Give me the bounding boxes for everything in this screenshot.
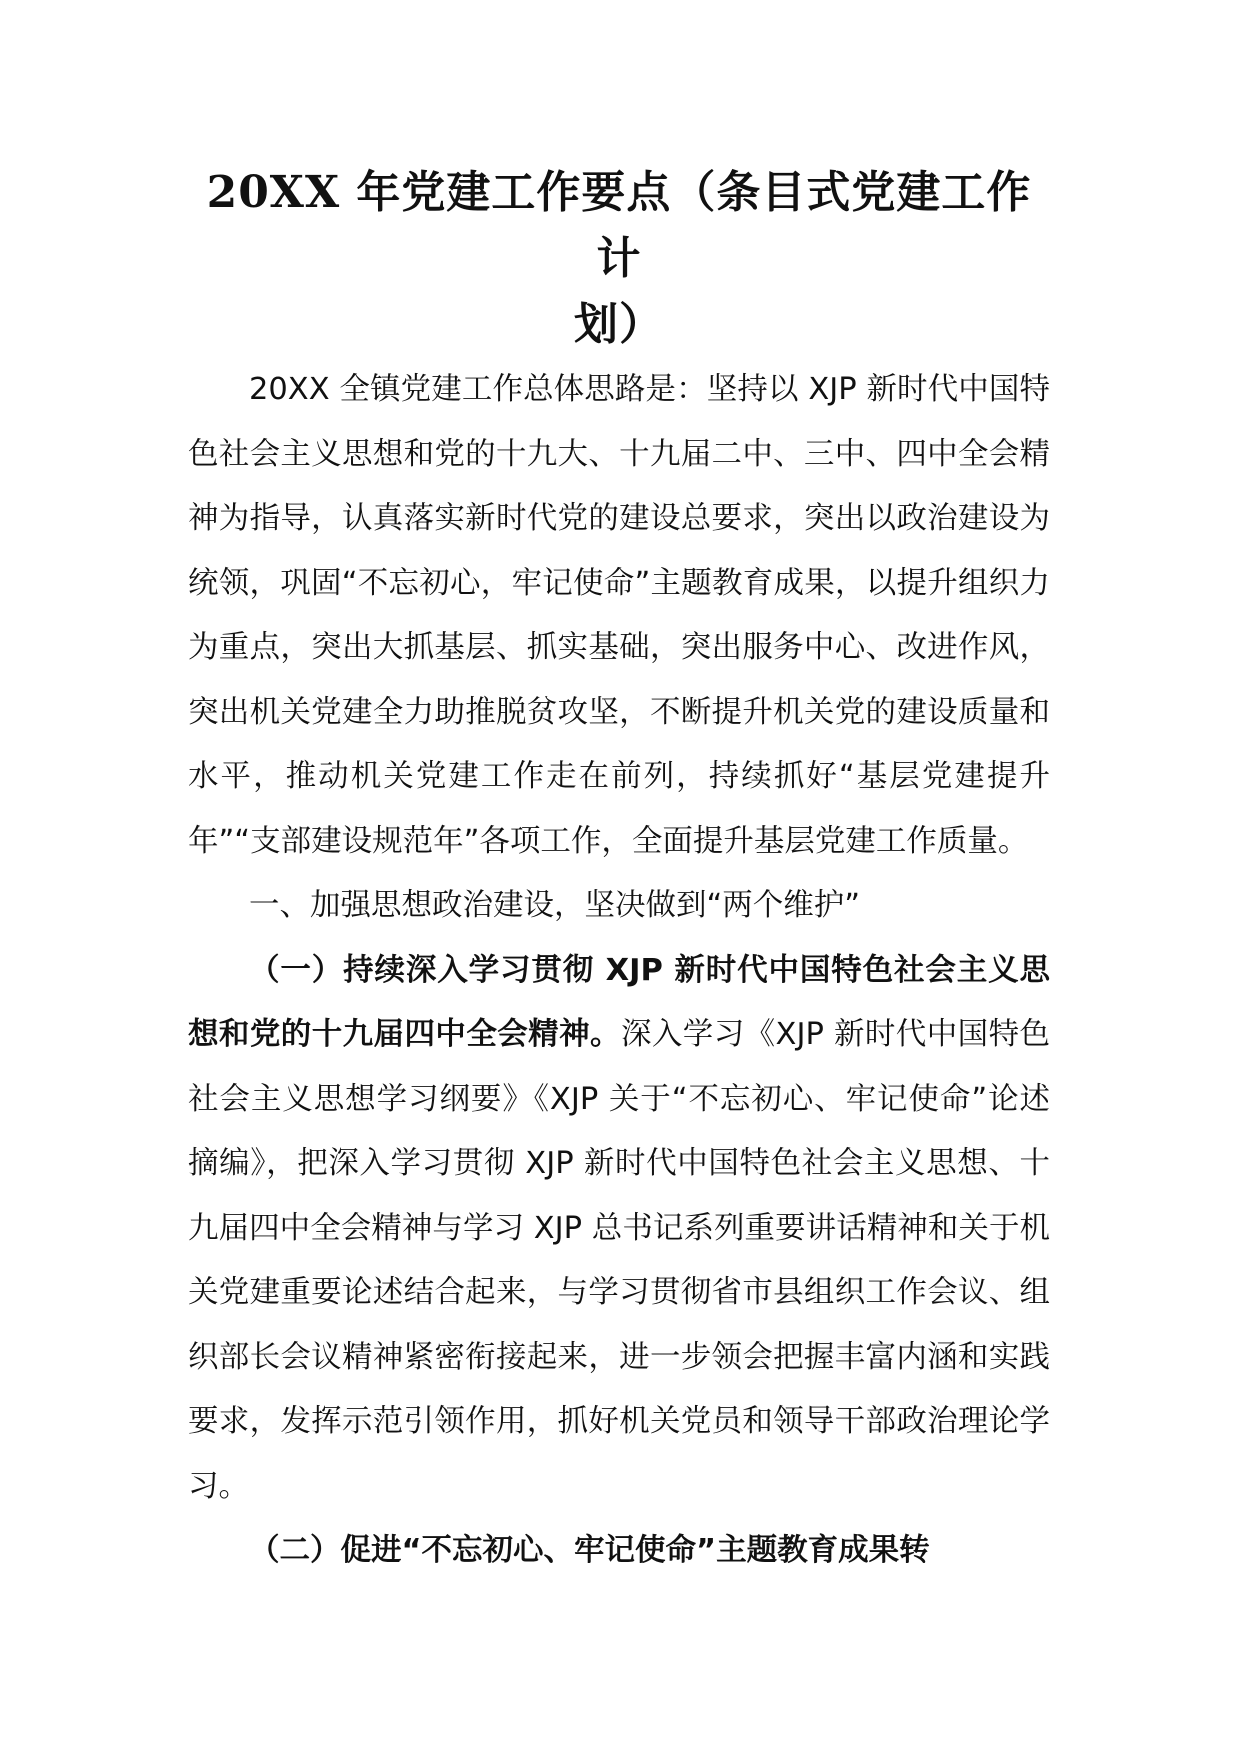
intro-paragraph: 20XX 全镇党建工作总体思路是：坚持以 XJP 新时代中国特色社会主义思想和党的十九大、十九届二中、三中、四中全会精神为指导，认真落实新时代党的建设总要求，突出以政治建设为统领，巩固“不忘初心，牢记使命”主题教育成果，以提升组织力为重点，突出大抓基层、抓实基础，突出服务中心、改进作风，突出机关党建全力助推脱贫攻坚，不断提升机关党的建设质量和水平，推动机关党建工作走在前列，持续抓好“基层党建提升年”“支部建设规范年”各项工作，全面提升基层党建工作质量。: [188, 372, 1050, 859]
document-title-line-1: 20XX 年党建工作要点（条目式党建工作计: [206, 167, 1032, 284]
subsection-1-body: 深入学习《XJP 新时代中国特色社会主义思想学习纲要》《XJP 关于“不忘初心、牢记使命”论述摘编》，把深入学习贯彻 XJP 新时代中国特色社会主义思想、十九届四中全会精神与学习 XJP 总书记系列重要讲话精神和关于机关党建重要论述结合起来，与学习贯彻省市县组织工作会议、组织部长会议精神紧密衔接起来，进一步领会把握丰富内涵和实践要求，发挥示范引领作用，抓好机关党员和领导干部政治理论学习。: [188, 1017, 1050, 1504]
subsection-1-paragraph: [188, 939, 1050, 1520]
subsection-1-heading: （一）持续深入学习贯彻 XJP 新时代中国特色社会主义思想和党的十九届四中全会精神。: [188, 952, 1050, 1052]
document-title-line-2: 划）: [574, 299, 664, 350]
section-1-heading: 一、加强思想政治建设，坚决做到“两个维护”: [249, 888, 861, 923]
subsection-2-heading: （二）促进“不忘初心、牢记使命”主题教育成果转: [249, 1533, 930, 1568]
document-body: [188, 160, 1050, 1584]
document-title: [188, 160, 1050, 358]
